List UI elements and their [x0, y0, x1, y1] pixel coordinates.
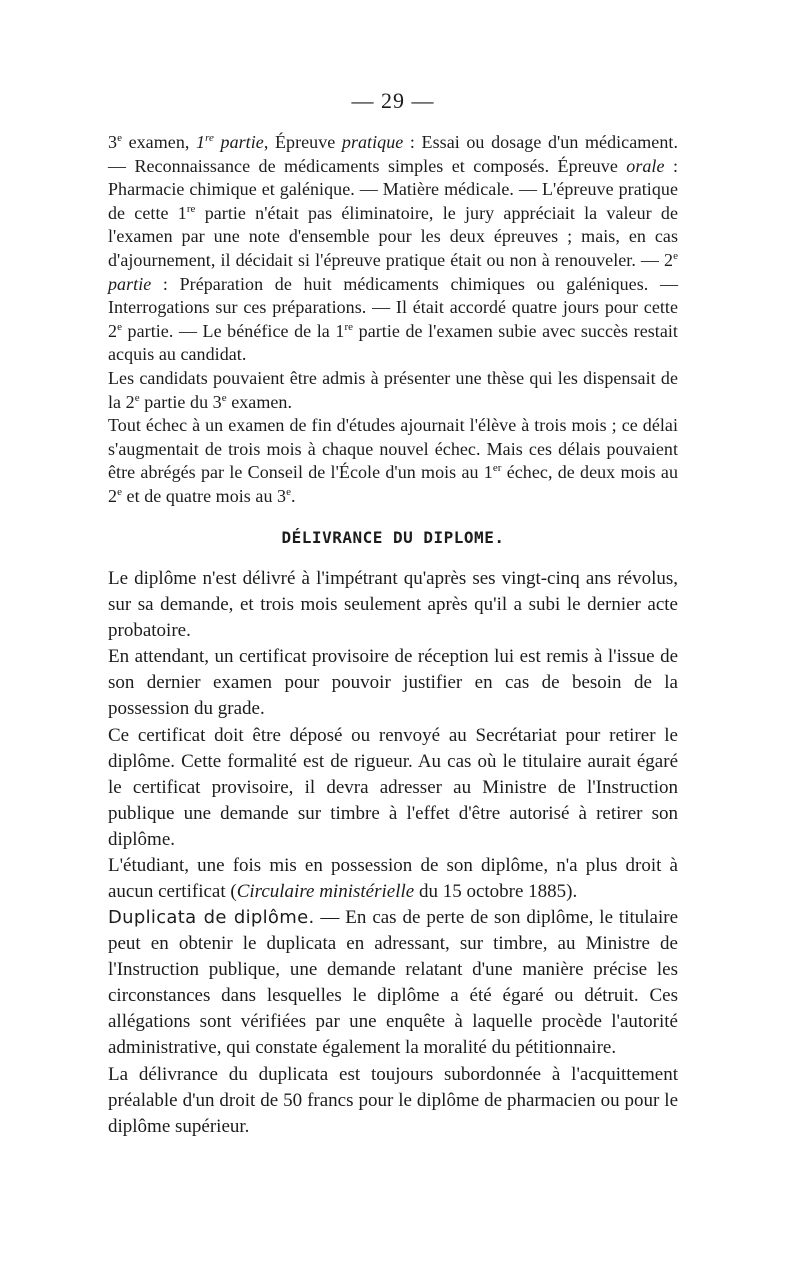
duplicata-section — [108, 905, 678, 1140]
delivery-paragraph-3: Ce certificat doit être déposé ou renvoyé au Secrétariat pour retirer le diplôme. Cette formalité est de rigueur. Au cas où le titulaire aurait égaré le certificat provisoire, il devra adresser au Ministre de l'Instruction publique une demande sur timbre à l'effet d'être autorisé à retirer son diplôme. — [108, 724, 678, 850]
exam-3-paragraph: 3e examen, 1re partie, Épreuve pratique : Essai ou dosage d'un médicament. — Reconnaissance de médicaments simples et composés. Épreuve orale : Pharmacie chimique et galénique. — Matière médicale. — L'épreuve pratique de cette 1re partie n'était pas éliminatoire, le jury appréciait la valeur de l'examen par une note d'ensemble pour les deux épreuves ; mais, en cas d'ajournement, il décidait si l'épreuve pratique était ou non à renouveler. — 2e partie : Préparation de huit médicaments chimiques ou galéniques. — Interrogations sur ces préparations. — Il était accordé quatre jours pour cette 2e partie. — Le bénéfice de la 1re partie de l'examen subie avec succès restait acquis au candidat. — [108, 132, 678, 365]
failure-delay-paragraph: Tout échec à un examen de fin d'études ajournait l'élève à trois mois ; ce délai s'augmentait de trois mois à chaque nouvel échec. Mais ces délais pouvaient être abrégés par le Conseil de l'École d'un mois au 1er échec, de deux mois au 2e et de quatre mois au 3e. — [108, 415, 678, 506]
duplicata-paragraph-2: La délivrance du duplicata est toujours subordonnée à l'acquittement préalable d'un droit de 50 francs pour le diplôme de pharmacien ou pour le diplôme supérieur. — [108, 1063, 678, 1137]
duplicata-lead: Duplicata de diplôme. — [108, 907, 315, 928]
document-page — [108, 0, 678, 1274]
section-heading: DÉLIVRANCE DU DIPLOME. — [281, 528, 505, 547]
delivery-paragraph-1: Le diplôme n'est délivré à l'impétrant qu'après ses vingt-cinq ans révolus, sur sa demande, et trois mois seulement après qu'il a subi le dernier acte probatoire. — [108, 568, 678, 642]
duplicata-paragraph-1: Duplicata de diplôme. — En cas de perte de son diplôme, le titulaire peut en obtenir le duplicata en adressant, sur timbre, au Ministre de l'Instruction publique, une demande relatant d'une manière précise les circonstances dans lesquelles le diplôme a été égaré ou détruit. Ces allégations sont vérifiées par une enquête à laquelle procède l'autorité administrative, qui constate également la moralité du pétitionnaire. — [108, 907, 679, 1059]
diploma-delivery-section — [108, 566, 678, 905]
delivery-paragraph-4: L'étudiant, une fois mis en possession de son diplôme, n'a plus droit à aucun certificat (Circulaire ministérielle du 15 octobre 1885). — [108, 855, 678, 903]
thesis-paragraph: Les candidats pouvaient être admis à présenter une thèse qui les dispensait de la 2e partie du 3e examen. — [108, 367, 678, 412]
exam-details-section — [108, 131, 678, 509]
delivery-paragraph-2: En attendant, un certificat provisoire de réception lui est remis à l'issue de son dernier examen pour pouvoir justifier en cas de besoin de la possession du grade. — [108, 646, 678, 720]
page-number: — 29 — — [351, 88, 435, 113]
